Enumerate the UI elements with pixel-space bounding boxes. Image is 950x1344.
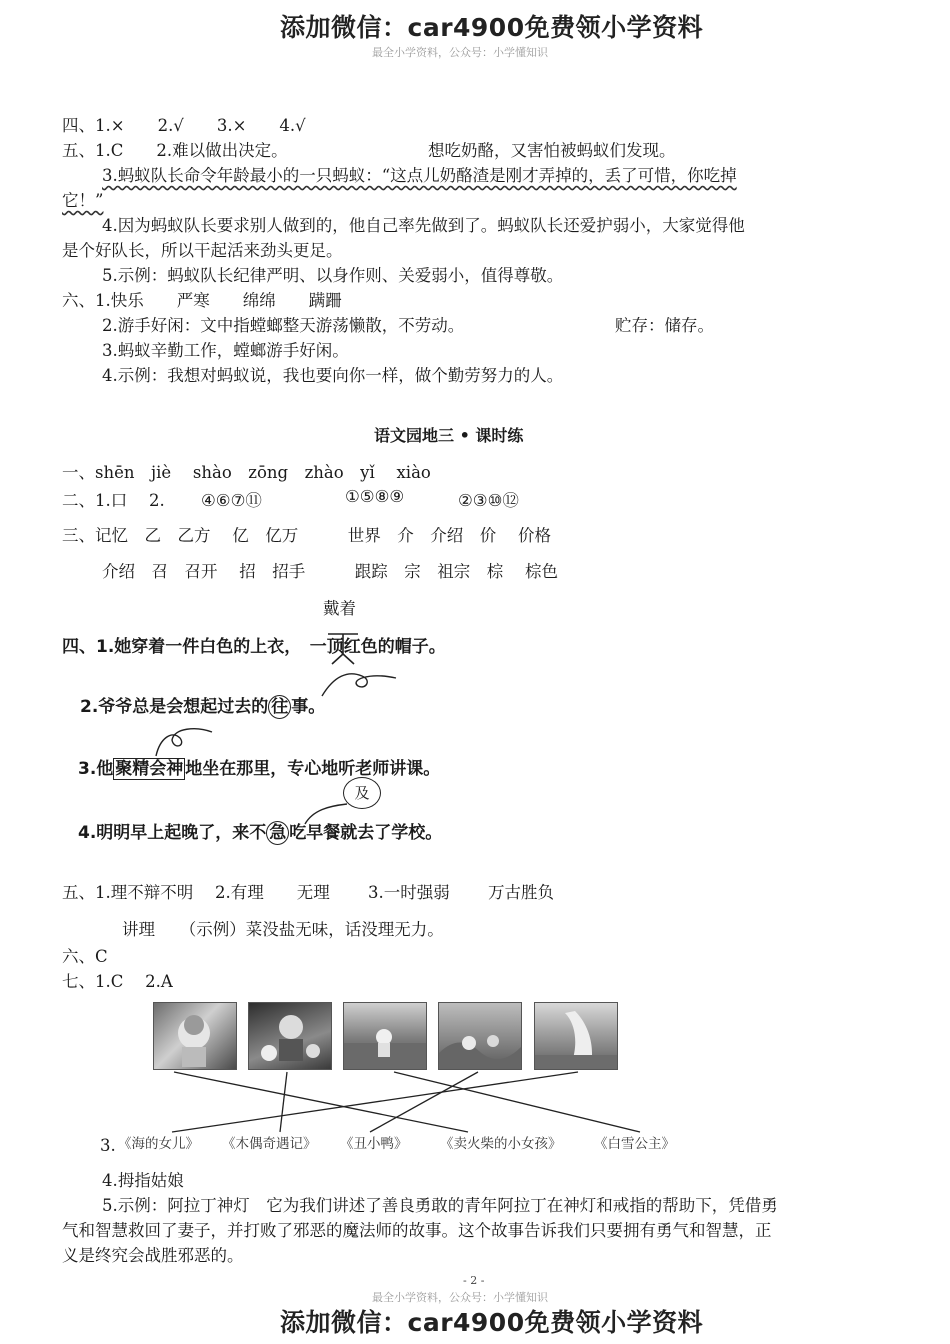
answer-section-6-1: 六、1.快乐 严寒 绵绵 蹒跚: [62, 291, 342, 310]
answer-7-3-number: 3.: [100, 1136, 116, 1155]
answer-section-6-2b: 贮存：储存。: [615, 316, 714, 335]
circled-char-2: 急: [266, 821, 289, 845]
matching-lines: [0, 1068, 950, 1138]
picture-3: [343, 1002, 427, 1070]
correction-2-b: 事。: [291, 697, 326, 717]
book-title-1: 《海的女儿》: [118, 1136, 199, 1152]
correction-2-a: 2.爷爷总是会想起过去的: [80, 697, 269, 717]
answer-7-5c: 义是终究会战胜邪恶的。: [62, 1246, 244, 1265]
word-table-row-2: 介绍 召 召开 招 招手 跟踪 宗 祖宗 棕 棕色: [102, 562, 558, 581]
answer-section-5-5: 5.示例：蚂蚁队长纪律严明、以身作则、关爱弱小，值得尊敬。: [102, 266, 564, 285]
answer-section-5-4b: 是个好队长，所以干起活来劲头更足。: [62, 241, 343, 260]
section-title: 语文园地三 • 课时练: [374, 426, 524, 445]
page-number: - 2 -: [463, 1274, 485, 1287]
footer-subtitle: 最全小学资料，公众号：小学懂知识: [372, 1291, 548, 1304]
answer-5-row-1: 五、1.理不辩不明 2.有理 无理 3.一时强弱 万古胜负: [62, 883, 554, 902]
insert-mark-icon: [324, 620, 364, 668]
circled-char: 往: [268, 695, 291, 719]
correction-4-b: 吃早餐就去了学校。: [289, 823, 443, 843]
swap-mark-icon: [320, 668, 400, 700]
answer-7-5a: 5.示例：阿拉丁神灯 它为我们讲述了善良勇敢的青年阿拉丁在神灯和戒指的帮助下，凭借勇: [102, 1196, 778, 1215]
answer-section-5-3b: 它！”: [62, 191, 104, 210]
answer-section-4: 四、1.× 2.√ 3.× 4.√: [62, 116, 306, 135]
swap-mark-2-icon: [150, 724, 220, 760]
header-subtitle: 最全小学资料，公众号：小学懂知识: [372, 46, 548, 59]
answer-section-6-3: 3.蚂蚁辛勤工作，螳螂游手好闲。: [102, 341, 349, 360]
picture-4: [438, 1002, 522, 1070]
answer-2-group-1: ④⑥⑦⑪: [201, 491, 262, 510]
answer-section-5-4a: 4.因为蚂蚁队长要求别人做到的，他自己率先做到了。蚂蚁队长还爱护弱小，大家觉得他: [102, 216, 745, 235]
book-title-3: 《丑小鸭》: [340, 1136, 408, 1152]
answer-7-4: 4.拇指姑娘: [102, 1171, 184, 1190]
picture-2: [248, 1002, 332, 1070]
correction-3: [78, 754, 440, 779]
answer-section-5-3a: 3.蚂蚁队长命令年龄最小的一只蚂蚁：“这点儿奶酪渣是刚才弄掉的，丢了可惜，你吃掉: [102, 166, 737, 185]
correction-4: [78, 818, 442, 845]
answer-section-6-2: 2.游手好闲：文中指螳螂整天游荡懒散，不劳动。: [102, 316, 465, 335]
answer-7-5b: 气和智慧救回了妻子，并打败了邪恶的魔法师的故事。这个故事告诉我们只要拥有勇气和智慧，正: [62, 1221, 772, 1240]
answer-7: 七、1.C 2.A: [62, 972, 173, 991]
book-title-5: 《白雪公主》: [594, 1136, 675, 1152]
answer-section-5-1b: 想吃奶酪，又害怕被蚂蚁们发现。: [428, 141, 676, 160]
pinyin-answers: 一、shēn jiè shào zōng zhào yǐ xiào: [62, 463, 431, 482]
correction-3-b: 地坐在那里，专心地听老师讲课。: [185, 759, 441, 779]
book-title-4: 《卖火柴的小女孩》: [440, 1136, 562, 1152]
correction-3-a: 3.他: [78, 759, 114, 779]
picture-5: [534, 1002, 618, 1070]
answer-section-6-4: 4.示例：我想对蚂蚁说，我也要向你一样，做个勤劳努力的人。: [102, 366, 564, 385]
insert-char-circle: 及: [343, 777, 381, 809]
answer-6: 六、C: [62, 947, 108, 966]
picture-1: [153, 1002, 237, 1070]
answer-section-5-1: 五、1.C 2.难以做出决定。: [62, 141, 288, 160]
footer-banner: 添加微信：car4900免费领小学资料: [280, 1308, 704, 1337]
word-table-row-1: 三、记忆 乙 乙方 亿 亿万 世界 介 介绍 价 价格: [62, 526, 551, 545]
answer-2-prefix: 二、1.口 2.: [62, 491, 165, 510]
boxed-idiom: 聚精会神: [115, 759, 184, 779]
correction-4-a: 4.明明早上起晚了，来不: [78, 823, 267, 843]
answer-2-group-2: ①⑤⑧⑨: [345, 487, 405, 506]
book-title-2: 《木偶奇遇记》: [222, 1136, 317, 1152]
correction-2: [80, 692, 325, 719]
insert-line-icon: [295, 800, 355, 826]
answer-2-group-3: ②③⑩⑫: [458, 491, 519, 510]
insert-word: 戴着: [323, 599, 356, 618]
answer-5-row-2: 讲理 （示例）菜没盐无味，话没理无力。: [122, 920, 444, 939]
correction-1: 四、1.她穿着一件白色的上衣， 一顶红色的帽子。: [62, 637, 446, 657]
header-banner: 添加微信：car4900免费领小学资料: [280, 13, 704, 42]
